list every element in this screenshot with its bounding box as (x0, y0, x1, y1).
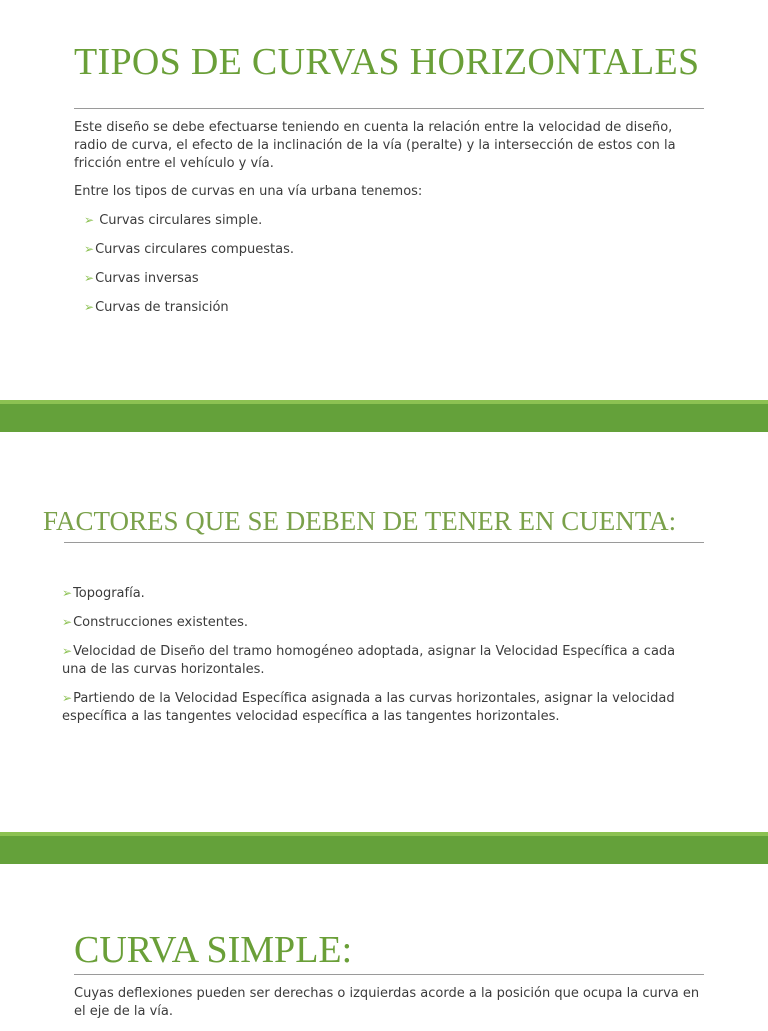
slide-factores (0, 432, 768, 832)
arrow-bullet-icon: ➢ (62, 644, 73, 658)
slide-separator-band (0, 832, 768, 864)
slide-body (74, 985, 704, 1031)
slide-title: TIPOS DE CURVAS HORIZONTALES (74, 41, 700, 83)
slide-separator-band (0, 400, 768, 432)
title-divider (64, 542, 704, 543)
factors-list (58, 584, 698, 726)
list-intro-paragraph: Entre los tipos de curvas en una vía urbana tenemos: (74, 184, 423, 199)
slide-tipos-de-curvas (0, 0, 768, 400)
arrow-bullet-icon: ➢ (62, 691, 73, 705)
list-item: ➢Curvas inversas (84, 271, 199, 286)
list-item: ➢Construcciones existentes. (62, 615, 248, 630)
description-paragraph: Cuyas deflexiones pueden ser derechas o izquierdas acorde a la posición que ocupa la curva en el eje de la vía. (74, 986, 700, 1019)
curve-types-list (74, 211, 704, 317)
title-divider (74, 108, 704, 109)
list-item: ➢Partiendo de la Velocidad Específica asignada a las curvas horizontales, asignar la velocidad específica a las tangentes velocidad específica a las tangentes horizontales. (62, 691, 675, 724)
arrow-bullet-icon: ➢ (62, 586, 73, 600)
list-item: ➢Curvas circulares compuestas. (84, 242, 295, 257)
slide-body (74, 119, 704, 327)
arrow-bullet-icon: ➢ (84, 242, 95, 256)
list-item: ➢ Curvas circulares simple. (84, 213, 263, 228)
slide-title: CURVA SIMPLE: (74, 929, 353, 971)
list-item: ➢Velocidad de Diseño del tramo homogéneo adoptada, asignar la Velocidad Específica a cada una de las curvas horizontales. (62, 644, 676, 677)
slide-body (58, 584, 698, 736)
arrow-bullet-icon: ➢ (84, 213, 95, 227)
title-divider (74, 974, 704, 975)
slide-curva-simple (0, 864, 768, 1024)
arrow-bullet-icon: ➢ (84, 300, 95, 314)
list-item: ➢Topografía. (62, 586, 145, 601)
arrow-bullet-icon: ➢ (84, 271, 95, 285)
list-item: ➢Curvas de transición (84, 300, 229, 315)
intro-paragraph: Este diseño se debe efectuarse teniendo en cuenta la relación entre la velocidad de diseño, radio de curva, el efecto de la inclinación de la vía (peralte) y la intersección de estos con la fricción entre el vehículo y vía. (74, 120, 676, 171)
slide-title: FACTORES QUE SE DEBEN DE TENER EN CUENTA: (43, 506, 677, 536)
arrow-bullet-icon: ➢ (62, 615, 73, 629)
